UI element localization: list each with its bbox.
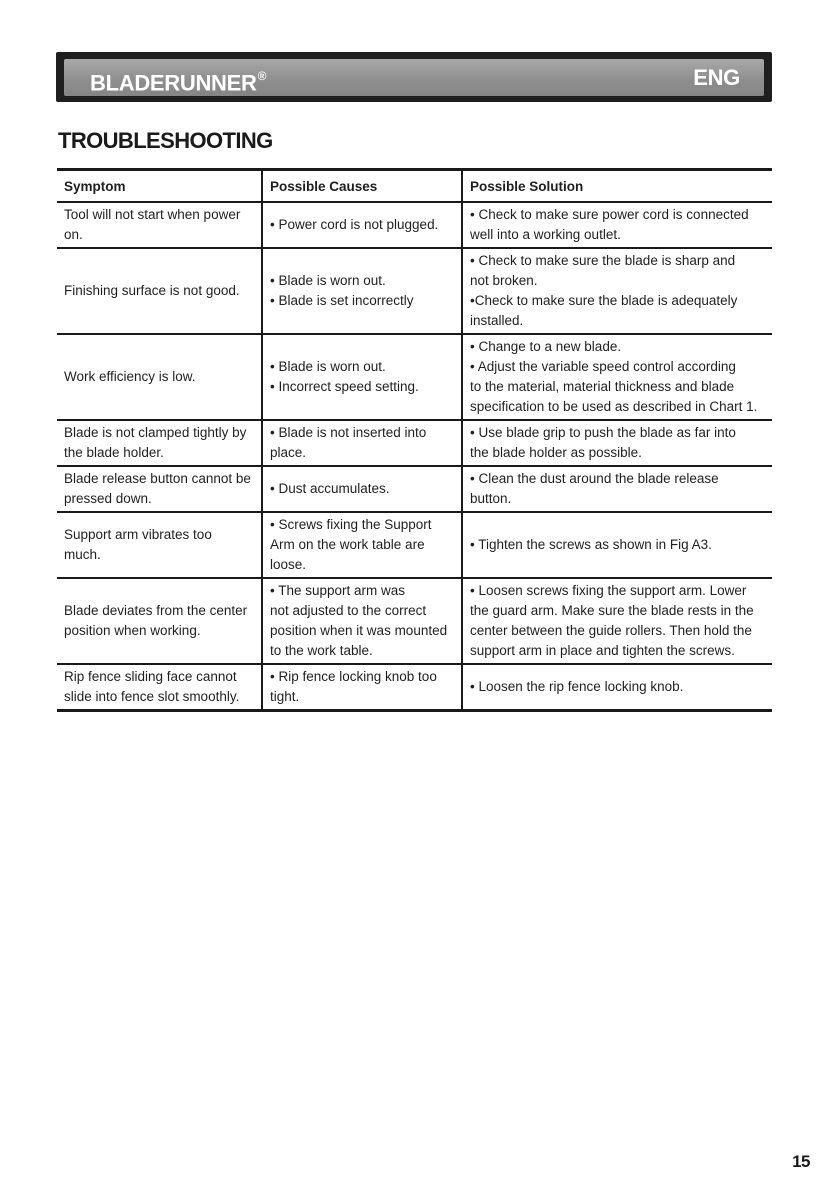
registered-mark: ® xyxy=(257,69,267,83)
brand-title: BLADERUNNER® xyxy=(90,69,267,96)
cell-text-line: Blade is not clamped tightly by xyxy=(64,425,247,440)
cell-text-line: pressed down. xyxy=(64,491,152,506)
cell-text-line: well into a working outlet. xyxy=(470,227,621,242)
solution-cell xyxy=(462,512,772,578)
cell-text-line: to the material, material thickness and blade xyxy=(470,379,735,394)
cell-text-line: • Loosen the rip fence locking knob. xyxy=(470,679,684,694)
table-row xyxy=(57,334,772,420)
cell-text-line: Arm on the work table are xyxy=(270,537,425,552)
solution-cell xyxy=(462,466,772,512)
solution-cell xyxy=(462,248,772,334)
cell-text-line: position when working. xyxy=(64,623,201,638)
cell-text-line: • Rip fence locking knob too xyxy=(270,669,437,684)
cell-text-line: • Dust accumulates. xyxy=(270,481,390,496)
troubleshooting-table xyxy=(57,168,772,712)
cell-text-line: slide into fence slot smoothly. xyxy=(64,689,240,704)
table-row xyxy=(57,466,772,512)
page-title: TROUBLESHOOTING xyxy=(58,128,273,153)
cell-text-line: Finishing surface is not good. xyxy=(64,283,240,298)
cell-text-line: Work efficiency is low. xyxy=(64,369,196,384)
table-row xyxy=(57,202,772,248)
column-header-solution: Possible Solution xyxy=(462,170,772,203)
table-row xyxy=(57,512,772,578)
cell-text-line: • Screws fixing the Support xyxy=(270,517,432,532)
cell-text-line: • Blade is not inserted into xyxy=(270,425,427,440)
cell-text-line: • Change to a new blade. xyxy=(470,339,622,354)
cell-text-line: place. xyxy=(270,445,307,460)
cell-text-line: support arm in place and tighten the screws. xyxy=(470,643,735,658)
cell-text-line: tight. xyxy=(270,689,300,704)
cell-text-line: Support arm vibrates too xyxy=(64,527,212,542)
cell-text-line: • Blade is worn out. xyxy=(270,359,386,374)
symptom-cell xyxy=(57,466,262,512)
column-header-symptom: Symptom xyxy=(57,170,262,203)
symptom-cell xyxy=(57,334,262,420)
causes-cell xyxy=(262,248,462,334)
cell-text-line: • Clean the dust around the blade release xyxy=(470,471,719,486)
cell-text-line: not broken. xyxy=(470,273,538,288)
causes-cell xyxy=(262,334,462,420)
symptom-cell xyxy=(57,664,262,711)
causes-cell xyxy=(262,466,462,512)
symptom-cell xyxy=(57,512,262,578)
table-row xyxy=(57,420,772,466)
causes-cell xyxy=(262,578,462,664)
symptom-cell xyxy=(57,202,262,248)
solution-cell xyxy=(462,420,772,466)
cell-text-line: center between the guide rollers. Then hold the xyxy=(470,623,752,638)
cell-text-line: the blade holder. xyxy=(64,445,164,460)
symptom-cell xyxy=(57,248,262,334)
solution-cell xyxy=(462,578,772,664)
cell-text-line: button. xyxy=(470,491,512,506)
cell-text-line: the guard arm. Make sure the blade rests in the xyxy=(470,603,754,618)
page-number: 15 xyxy=(792,1152,810,1171)
cell-text-line: Blade release button cannot be xyxy=(64,471,251,486)
causes-cell xyxy=(262,420,462,466)
cell-text-line: • Tighten the screws as shown in Fig A3. xyxy=(470,537,712,552)
column-header-causes: Possible Causes xyxy=(262,170,462,203)
cell-text-line: • Blade is set incorrectly xyxy=(270,293,414,308)
cell-text-line: • Power cord is not plugged. xyxy=(270,217,439,232)
table-row xyxy=(57,578,772,664)
causes-cell xyxy=(262,202,462,248)
cell-text-line: • Check to make sure the blade is sharp and xyxy=(470,253,736,268)
cell-text-line: • Check to make sure power cord is connected xyxy=(470,207,749,222)
causes-cell xyxy=(262,664,462,711)
cell-text-line: Rip fence sliding face cannot xyxy=(64,669,237,684)
language-label: ENG xyxy=(693,65,740,90)
symptom-cell xyxy=(57,578,262,664)
cell-text-line: Tool will not start when power xyxy=(64,207,241,222)
table-row xyxy=(57,248,772,334)
cell-text-line: • Loosen screws fixing the support arm. Lower xyxy=(470,583,747,598)
cell-text-line: • Adjust the variable speed control according xyxy=(470,359,736,374)
cell-text-line: • Use blade grip to push the blade as far into xyxy=(470,425,736,440)
cell-text-line: Blade deviates from the center xyxy=(64,603,248,618)
symptom-cell xyxy=(57,420,262,466)
table-header-row xyxy=(57,170,772,203)
cell-text-line: installed. xyxy=(470,313,524,328)
cell-text-line: • The support arm was xyxy=(270,583,406,598)
cell-text-line: loose. xyxy=(270,557,307,572)
cell-text-line: • Incorrect speed setting. xyxy=(270,379,419,394)
causes-cell xyxy=(262,512,462,578)
cell-text-line: on. xyxy=(64,227,83,242)
cell-text-line: the blade holder as possible. xyxy=(470,445,642,460)
cell-text-line: not adjusted to the correct xyxy=(270,603,427,618)
solution-cell xyxy=(462,664,772,711)
cell-text-line: position when it was mounted xyxy=(270,623,448,638)
cell-text-line: to the work table. xyxy=(270,643,373,658)
solution-cell xyxy=(462,202,772,248)
cell-text-line: specification to be used as described in Chart 1. xyxy=(470,399,758,414)
solution-cell xyxy=(462,334,772,420)
cell-text-line: • Blade is worn out. xyxy=(270,273,386,288)
cell-text-line: much. xyxy=(64,547,101,562)
table-row xyxy=(57,664,772,711)
cell-text-line: •Check to make sure the blade is adequately xyxy=(470,293,738,308)
